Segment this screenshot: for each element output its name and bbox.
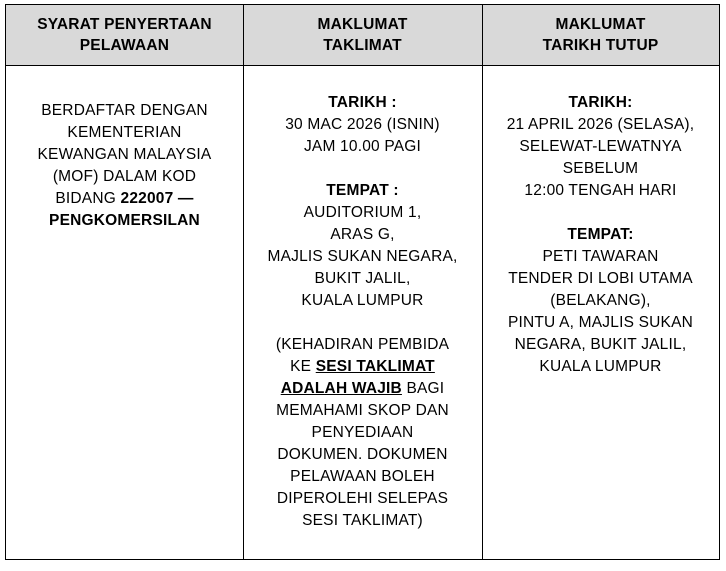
col1-line5-text: BIDANG [55,190,121,207]
taklimat-note-line8: DIPEROLEHI SELEPAS [276,490,449,507]
taklimat-note-line1: (KEHADIRAN PEMBIDA [275,336,450,353]
tutup-tempat-label: TEMPAT: [567,226,634,243]
header-col1-line2: PELAWAAN [79,37,170,54]
taklimat-tarikh-line2: JAM 10.00 PAGI [303,138,422,155]
header-col1-line1: SYARAT PENYERTAAN [37,16,212,33]
tutup-tempat-line4: PINTU A, MAJLIS SUKAN [507,314,694,331]
taklimat-note-line7: PELAWAAN BOLEH [290,468,435,485]
tutup-tarikh-line1: 21 APRIL 2026 (SELASA), [506,116,695,133]
kod-bidang: 222007 — [120,190,194,207]
taklimat-note-line2-pre: KE [290,358,316,375]
taklimat-note-line3-post: BAGI [401,380,445,397]
col1-line5 [6,188,243,210]
header-maklumat-taklimat [243,5,482,65]
tutup-tempat-line5: NEGARA, BUKIT JALIL, [514,336,687,353]
tutup-tarikh-label: TARIKH: [568,94,633,111]
taklimat-tempat-label: TEMPAT : [326,182,399,199]
header-col2-line1: MAKLUMAT [317,16,408,33]
tutup-tempat-line2: TENDER DI LOBI UTAMA [508,270,693,287]
taklimat-note-line4: MEMAHAMI SKOP DAN [276,402,449,419]
tutup-tarikh-line2: SELEWAT-LEWATNYA [519,138,682,155]
cell-maklumat-tarikh-tutup [482,92,719,378]
taklimat-tempat-line3: MAJLIS SUKAN NEGARA, [267,248,458,265]
taklimat-tarikh-line1: 30 MAC 2026 (ISNIN) [285,116,440,133]
taklimat-tempat-line5: KUALA LUMPUR [301,292,424,309]
taklimat-note-line6: DOKUMEN. DOKUMEN [277,446,448,463]
header-syarat-penyertaan [6,5,243,65]
col1-line4: (MOF) DALAM KOD [52,168,197,185]
taklimat-tarikh-label: TARIKH : [328,94,397,111]
cell-syarat-penyertaan [6,100,243,232]
taklimat-tempat-line4: BUKIT JALIL, [314,270,411,287]
col1-line2: KEMENTERIAN [67,124,182,141]
bidang-name: PENGKOMERSILAN [49,212,200,229]
taklimat-note-line5: PENYEDIAAN [311,424,414,441]
tutup-tempat-line6: KUALA LUMPUR [539,358,662,375]
header-col3-line2: TARIKH TUTUP [542,37,659,54]
col1-line3: KEWANGAN MALAYSIA [37,146,212,163]
tutup-tarikh-line3: SEBELUM [562,160,639,177]
header-maklumat-tarikh-tutup [482,5,719,65]
adalah-wajib-emphasis: ADALAH WAJIB [280,380,402,397]
tutup-tempat-line1: PETI TAWARAN [542,248,659,265]
taklimat-note-line9: SESI TAKLIMAT) [302,512,423,529]
taklimat-note-line3 [243,378,482,400]
cell-maklumat-taklimat [243,92,482,532]
header-col3-line1: MAKLUMAT [555,16,646,33]
tutup-tempat-line3: (BELAKANG), [550,292,651,309]
header-col2-line2: TAKLIMAT [323,37,402,54]
taklimat-tempat-line2: ARAS G, [330,226,395,243]
sesi-taklimat-emphasis: SESI TAKLIMAT [315,358,435,375]
taklimat-note-line2 [243,356,482,378]
col1-line1: BERDAFTAR DENGAN [41,102,208,119]
tender-info-table [5,4,720,560]
tutup-tarikh-line4: 12:00 TENGAH HARI [524,182,677,199]
taklimat-tempat-line1: AUDITORIUM 1, [303,204,422,221]
